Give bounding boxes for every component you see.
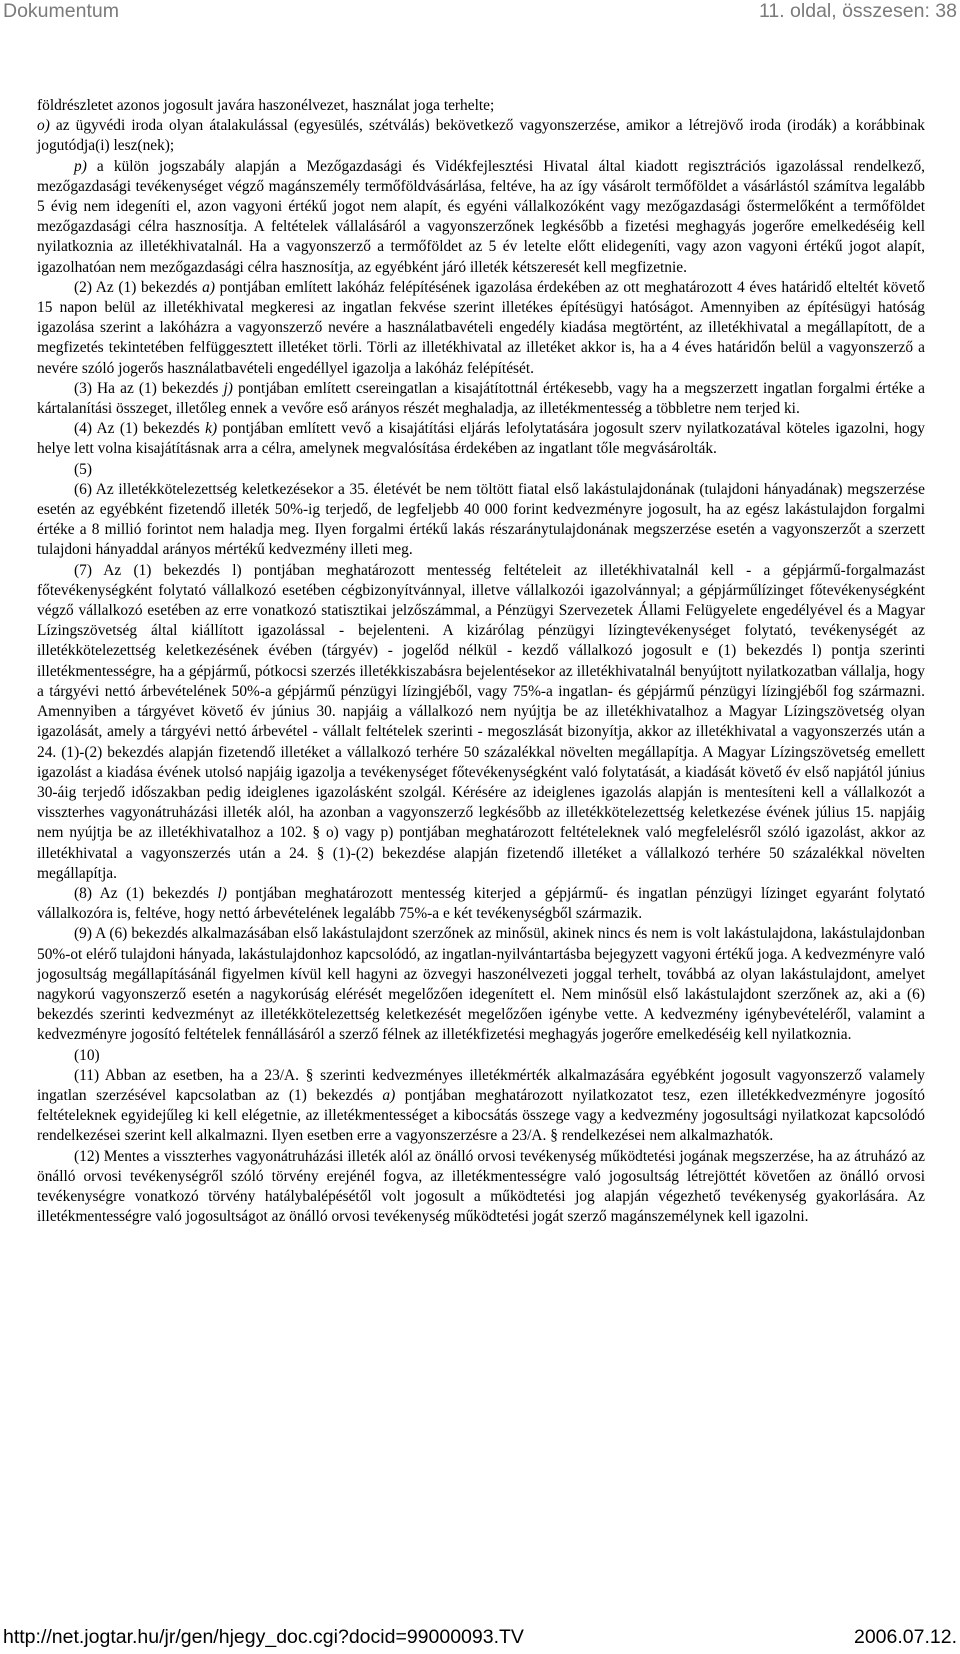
section-2-text: (2) Az (1) bekezdés <box>74 278 203 296</box>
document-title: Dokumentum <box>3 0 119 22</box>
section-4 <box>37 419 925 459</box>
section-10: (10) <box>74 1046 100 1064</box>
item-label-p: p) <box>74 157 87 175</box>
section-2-text-rest: pontjában említett lakóház felépítésének igazolása érdekében az ott meghatározott 4 éves határidő elteltét követő 15 napon belül az illetékhivatal megkeresi az ingatlan fekvése szerint illetékes építésügyi hatóságot. Amennyiben az építésügyi hatóság igazolása szerint a lakóházra a vagyonszerző nevére a használatbavételi engedély kiadása megtörtént, az illetékhivatal a megállapított, de a megfizetés tekintetében felfüggesztett illetéket törli. Törli az illetékhivatal az illetéket akkor is, ha a 4 éves határidőn belül a vagyonszerző a nevére szóló jogerős használatbavételi engedéllyel igazolja a lakóház felépítését. <box>37 278 925 377</box>
document-body <box>37 96 925 1227</box>
section-5: (5) <box>74 460 92 478</box>
paragraph-continuation: földrészletet azonos jogosult javára haszonélvezet, használat joga terhelte; <box>37 97 495 114</box>
section-3 <box>37 379 925 419</box>
section-8 <box>37 884 925 924</box>
source-url: http://net.jogtar.hu/jr/gen/hjegy_doc.cgi?docid=99000093.TV <box>3 1626 524 1648</box>
section-11-text-rest: pontjában meghatározott nyilatkozatot tesz, ezen illetékkedvezményre jogosító feltételeknek egyidejűleg ki kell elégetnie, az illetékmentességet a kibocsátás összege vagy a kedvezmény jogosultsági nyilatkozat kapcsolódó rendelkezései szerint kell alkalmazni. Ilyen esetben erre a vagyonszerzésre a 23/A. § rendelkezései nem alkalmazhatók. <box>37 1086 925 1145</box>
section-4-ref: k) <box>205 420 218 438</box>
section-8-text-rest: pontjában meghatározott mentesség kiterjed a gépjármű- és ingatlan pénzügyi lízinget egyaránt folytató vállalkozóra is, feltéve, hogy nettó árbevételének legalább 75%-a e két tevékenységből származik. <box>37 884 926 923</box>
section-2 <box>37 278 925 379</box>
section-9: (9) A (6) bekezdés alkalmazásában első lakástulajdont szerzőnek az minősül, akinek nincs és nem is volt lakástulajdona, lakástulajdonban 50%-ot elérő tulajdoni hányada, lakástulajdonhoz kapcsolódó, az ingatlan-nyilvántartásba bejegyzett vagyoni értékű joga. A kedvezményre való jogosultság megállapításánál figyelmen kívül kell hagyni az özvegyi haszonélvezeti joggal terhelt, továbbá az olyan lakástulajdont, amelyet nagykorú vagyonszerző esetén a nagykorúság elérését megelőzően idegenített el. Nem minősül első lakástulajdont szerzőnek az, aki a (6) bekezdés szerinti kedvezményt az illetékkötelezettség keletkezését megelőzően igénybe vette. A kedvezmény igénybevételéről, valamint a kedvezményre jogosító feltételek fennállásáról a szerző félnek az illetékfizetési meghagyás jogerőre emelkedéséig kell nyilatkoznia. <box>37 925 925 1044</box>
item-text-p: a külön jogszabály alapján a Mezőgazdasági és Vidékfejlesztési Hivatal által kiadott regisztrációs igazolással rendelkező, mezőgazdasági tevékenységet végző magánszemély termőföldvásárlása, feltéve, ha az így vásárolt termőföldet a vásárlástól számítva legalább 5 évig nem idegeníti el, azon vagyoni értékű jogot nem alapít, és egyéni vállalkozóként vagy mezőgazdasági őstermelőként a termőföldet mezőgazdasági célra hasznosítja. A feltételek vállalásáról a vagyonszerzőnek legkésőbb a fizetési meghagyás jogerőre emelkedéséig kell nyilatkoznia az illetékhivatalnál. Ha a vagyonszerző a termőföldet az 5 év letelte előtt elidegeníti, vagy azon vagyoni értékű jogot alapít, igazolhatóan nem mezőgazdasági célra hasznosítja, az egyébként járó illeték kétszeresét kell megfizetnie. <box>37 157 925 276</box>
section-3-text: (3) Ha az (1) bekezdés <box>74 379 224 397</box>
section-11 <box>37 1066 925 1147</box>
section-12: (12) Mentes a visszterhes vagyonátruházási illeték alól az önálló orvosi tevékenység működtetési jogának megszerzése, ha az átruházó az önálló orvosi tevékenységről szóló törvény erejénél fogva, az illetékmentességre való jogosultság létrejöttét követően az önálló orvosi tevékenységre vonatkozó törvény hatálybalépésétől volt jogosult a működtetési jog alapján végezhető tevékenység gyakorlására. Az illetékmentességre való jogosultságot az önálló orvosi tevékenység működtetési jogát szerző magánszemélynek kell igazolni. <box>37 1147 925 1226</box>
section-4-text: (4) Az (1) bekezdés <box>74 420 206 438</box>
section-3-ref: j) <box>223 379 233 397</box>
section-4-text-rest: pontjában említett vevő a kisajátítási eljárás lefolytatására jogosult szerv nyilatkozatával köteles igazolni, hogy helye lett volna kisajátításnak arra a célra, amelynek megvalósítása érdekében az ingatlant tőle megvásárolták. <box>37 420 925 458</box>
section-11-ref: a) <box>382 1086 396 1104</box>
print-date: 2006.07.12. <box>853 1626 957 1648</box>
page-header <box>0 0 960 40</box>
item-label-o: o) <box>37 117 50 135</box>
paragraph-item-p <box>37 157 925 278</box>
section-2-ref: a) <box>202 278 215 296</box>
paragraph-item-o <box>37 116 925 156</box>
section-8-ref: l) <box>217 884 227 902</box>
section-8-text: (8) Az (1) bekezdés <box>74 884 218 902</box>
item-text-o: az ügyvédi iroda olyan átalakulással (egyesülés, szétválás) bekövetkező vagyonszerzése, amikor a létrejövő iroda (irodák) a korábbinak jogutódja(i) lesz(nek); <box>37 117 925 155</box>
section-7: (7) Az (1) bekezdés l) pontjában meghatározott mentesség feltételeit az illetékhivatalnál kell - a gépjármű-forgalmazást főtevékenységként folytató vállalkozó esetében cégbizonyítvánnyal, illetve vállalkozói igazolvánnyal; a gépjárműlízinget főtevékenységként végző vállalkozó esetében az erre vonatkozó statisztikai jelzőszámmal, a Pénzügyi Szervezetek Állami Felügyelete engedélyével és a Magyar Lízingszövetség által kiállított igazolással - bejelenteni. A kizárólag pénzügyi lízingtevékenységet folytató, tevékenységét az illetékkötelezettség keletkezésének évében (tárgyév) - jogelőd nélkül - kezdő vállalkozó jogosult e (1) bekezdés l) pontja szerinti illetékmentességre, ha a gépjármű, pótkocsi szerzés illetékkiszabásra bejelentésekor az illetékhivatalnál benyújtott nyilatkozatban vállalja, hogy a tárgyévi nettó árbevételének 50%-a gépjármű pénzügyi lízingjéből, vagy 75%-a ingatlan- és gépjármű pénzügyi lízingjéből fog származni. Amennyiben a tárgyévet követő év június 30. napjáig a vállalkozó nem nyújtja be az illetékhivatalhoz a Magyar Lízingszövetség olyan igazolását, amely a tárgyévi nettó árbevétel - vállalt feltételek szerinti - megoszlását bizonyítja, akkor az illetékhivatal a vagyonszerzés után a 24. (1)-(2) bekezdés alapján fizetendő illetéket a vállalkozó terhére 50 százalékkal növelten megállapítja. A Magyar Lízingszövetség emellett igazolást a kiadása évének utolsó napjáig igazolja a tevékenységet főtevékenységként való folytatását, a kiadását követő év első napjától június 30-áig terjedő időszakban pedig ideiglenes igazolásként szolgál. Kérésére az ideiglenes igazolás alapján is mentesíteni kell a vállalkozót a visszterhes vagyonátruházási illeték alól, ha azonban a vagyonszerző legkésőbb az illetékkötelezettség keletkezése évének július 15. napjáig nem nyújtja be az illetékhivatalhoz a 102. § o) vagy p) pontjában meghatározott feltételeknek való megfelelésről szóló igazolást, akkor az illetékhivatal a vagyonszerzés után a 24. § (1)-(2) bekezdése alapján fizetendő illetéket a vállalkozó terhére 50 százalékkal növelten megállapítja. <box>37 561 925 882</box>
page-footer <box>0 1626 960 1654</box>
section-11-text: (11) Abban az esetben, ha a 23/A. § szerinti kedvezményes illetékmérték alkalmazására egyébként jogosult vagyonszerző valamely ingatlan szerzésével kapcsolatban az (1) bekezdés <box>37 1066 925 1104</box>
section-6: (6) Az illetékkötelezettség keletkezésekor a 35. életévét be nem töltött fiatal első lakástulajdonának (tulajdoni hányadának) megszerzése esetén az egyébként fizetendő illeték 50%-ig terjedő, de legfeljebb 40 000 forint kedvezményre jogosult, ha az egész lakástulajdon forgalmi értéke a 8 millió forintot nem haladja meg. Ilyen forgalmi értékű lakás részaránytulajdonának megszerzése esetén a vagyonszerzőt a szerzett tulajdoni hányaddal arányos mértékű kedvezmény illeti meg. <box>37 480 925 559</box>
section-3-text-rest: pontjában említett csereingatlan a kisajátítottnál értékesebb, vagy ha a megszerzett ingatlan forgalmi értéke a kártalanítási összeget, illetőleg ennek a vevőre eső arányos részét meghaladja, az illetékmentesség a többletre nem terjed ki. <box>37 379 925 418</box>
page-indicator: 11. oldal, összesen: 38 <box>758 0 957 22</box>
